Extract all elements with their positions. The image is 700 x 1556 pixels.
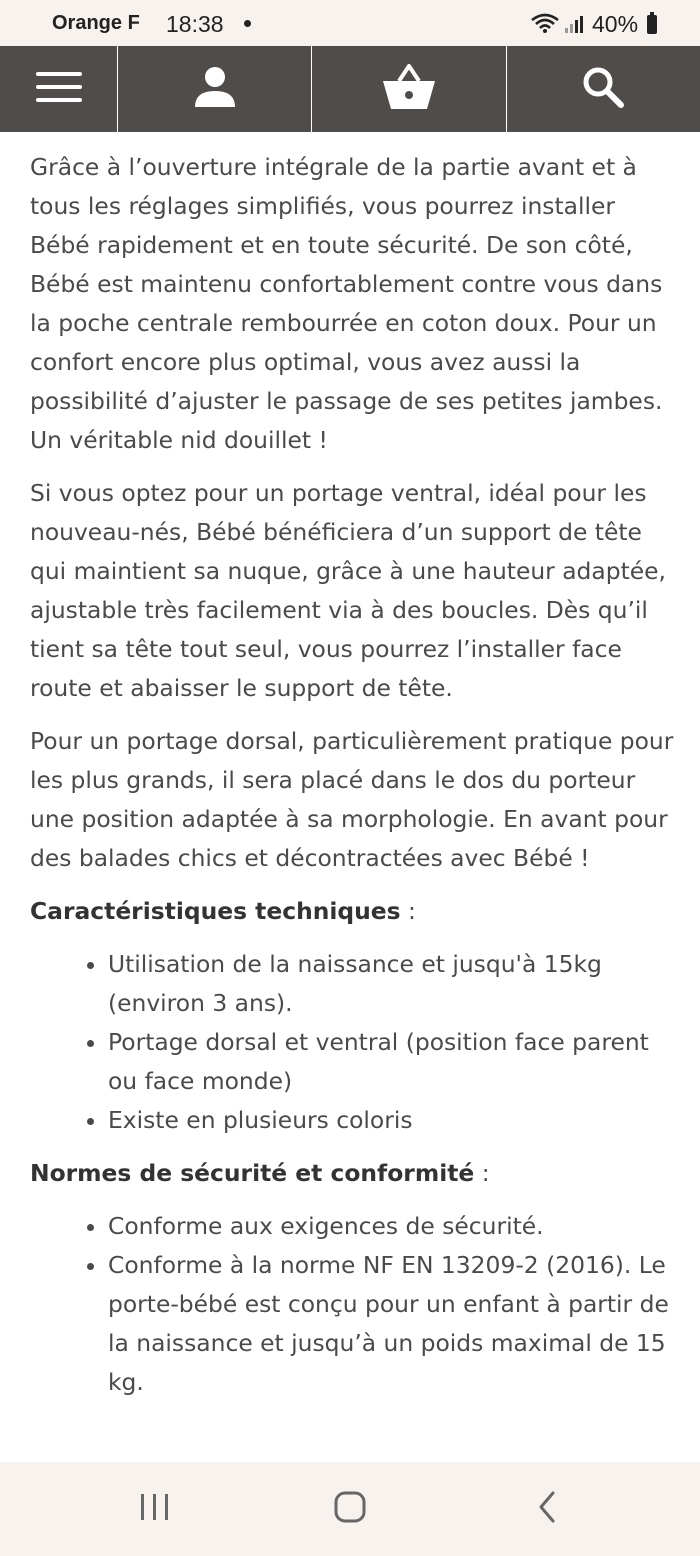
search-button[interactable] [507,46,700,132]
safety-heading [30,1154,680,1193]
carrier-name: Orange F [52,12,140,34]
tech-specs-title: Caractéristiques techniques [30,897,401,925]
account-icon [193,65,237,113]
description-paragraph: Pour un portage dorsal, particulièrement pratique pour les plus grands, il sera placé dans le dos du porteur une position adaptée à sa morphologie. En avant pour des balades chics et décontractées avec Bébé ! [30,727,674,872]
basket-button[interactable] [312,46,506,132]
basket-icon [381,63,437,115]
status-bar [0,0,700,46]
list-item: • Existe en plusieurs coloris [108,1101,680,1140]
safety-title: Normes de sécurité et conformité [30,1159,475,1187]
heading-colon: : [400,897,416,925]
description-paragraph: Grâce à l’ouverture intégrale de la partie avant et à tous les réglages simplifiés, vous pourrez installer Bébé rapidement et en toute sécurité. De son côté, Bébé est maintenu confortablement contre vous dans la poche centrale rembourrée en coton doux. Pour un confort encore plus optimal, vous avez aussi la possibilité d’ajuster le passage de ses petites jambes. Un véritable nid douillet ! [30,153,663,454]
tech-specs-list [30,945,680,1140]
signal-icon [564,14,586,39]
system-navigation-bar [0,1462,700,1556]
battery-icon [647,15,657,34]
product-description [30,148,680,1460]
back-icon [535,1490,559,1528]
menu-icon [36,70,82,108]
clock: 18:38 [166,11,224,37]
list-item: • Utilisation de la naissance et jusqu'à 15kg (environ 3 ans). [108,945,680,1023]
heading-colon: : [474,1159,490,1187]
home-icon [333,1490,367,1528]
list-item: • Portage dorsal et ventral (position face parent ou face monde) [108,1023,680,1101]
menu-button[interactable] [0,46,118,132]
recent-apps-icon [138,1492,172,1526]
notification-dot-icon [244,20,251,27]
description-paragraph: Si vous optez pour un portage ventral, idéal pour les nouveau-nés, Bébé bénéficiera d’un support de tête qui maintient sa nuque, grâce à une hauteur adaptée, ajustable très facilement via à des boucles. Dès qu’il tient sa tête tout seul, vous pourrez l’installer face route et abaisser le support de tête. [30,479,666,702]
battery-level: 40% [592,11,639,37]
home-button[interactable] [295,1462,405,1556]
list-item: • Conforme aux exigences de sécurité. [108,1207,680,1246]
list-item: • Conforme à la norme NF EN 13209-2 (2016). Le porte-bébé est conçu pour un enfant à partir de la naissance et jusqu’à un poids maximal de 15 kg. [108,1246,680,1402]
back-button[interactable] [492,1462,602,1556]
tech-specs-heading [30,892,680,931]
search-icon [581,65,625,113]
wifi-icon [530,12,560,39]
top-navigation [0,46,700,132]
account-button[interactable] [118,46,312,132]
safety-list [30,1207,680,1402]
recent-apps-button[interactable] [100,1462,210,1556]
